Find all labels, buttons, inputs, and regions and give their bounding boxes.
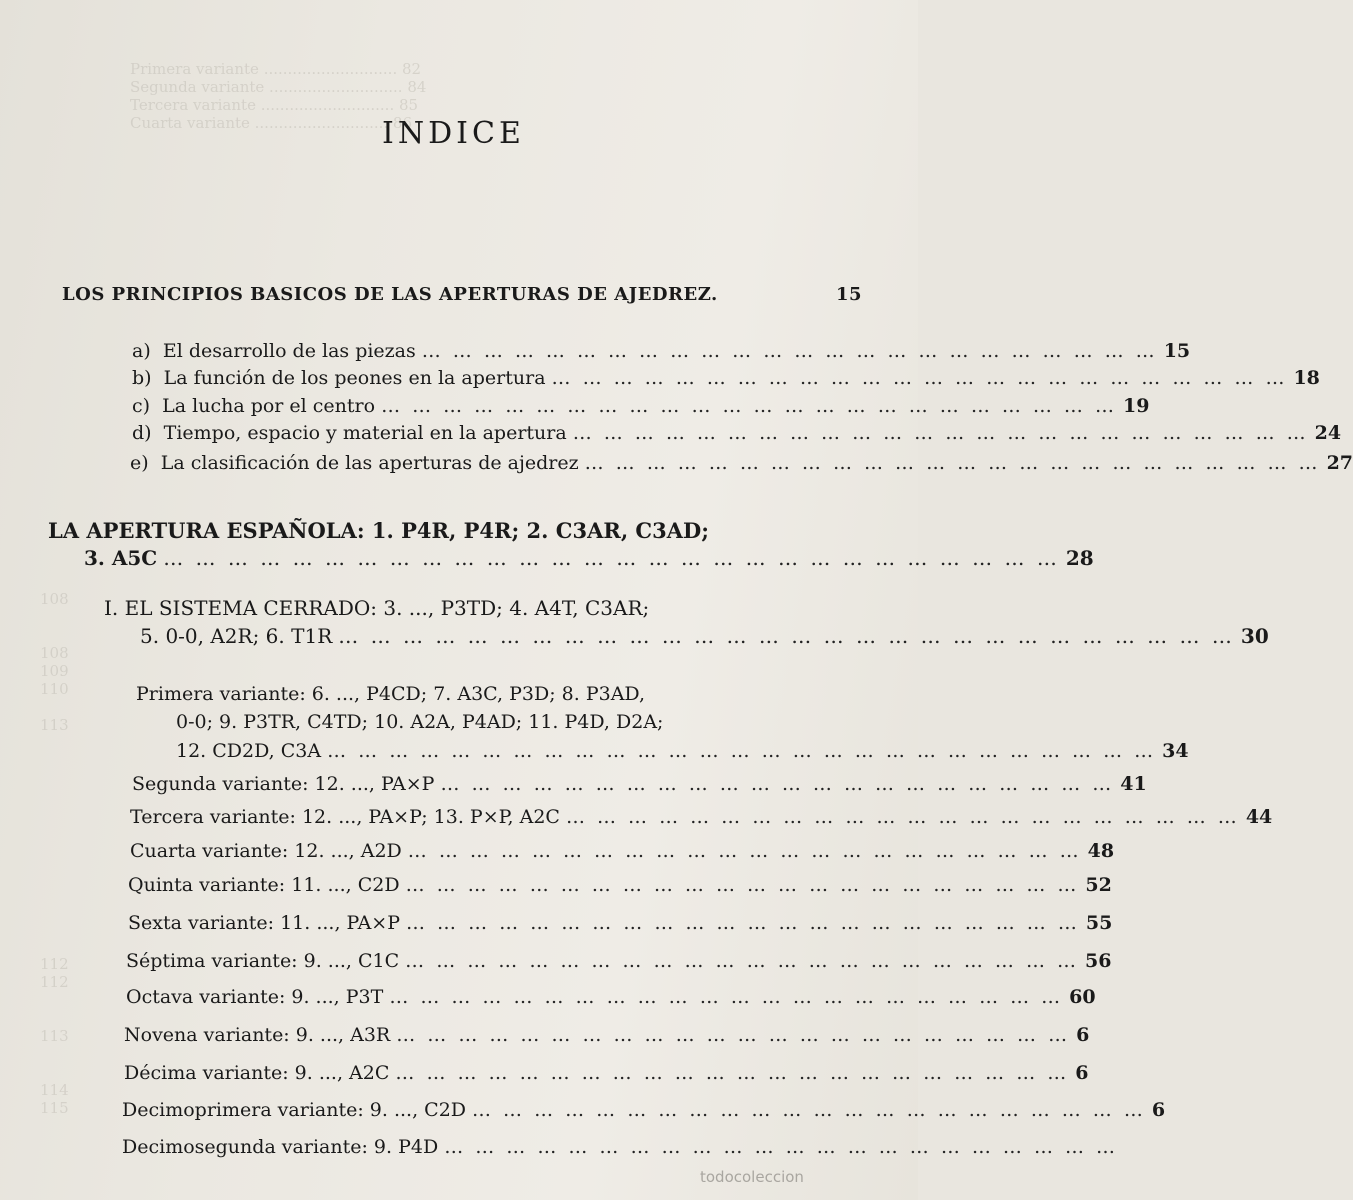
- variant-entry: [132, 773, 1147, 795]
- variant-text: Décima variante: 9. ..., A2C: [124, 1062, 390, 1084]
- variant-page: 41: [1120, 773, 1147, 795]
- variant-page: 56: [1085, 950, 1112, 972]
- section-two-page: 28: [1065, 546, 1094, 570]
- variant-entry: [122, 1136, 1119, 1158]
- variant-entry: [124, 1024, 1090, 1046]
- variant-page: 44: [1245, 806, 1273, 828]
- section-two-text: 3. A5C: [84, 546, 158, 570]
- variant-text: Novena variante: 9. ..., A3R: [124, 1024, 391, 1046]
- leader-dots: … … … … … … … … … … … … … … … … … … … … … … … …: [584, 452, 1321, 474]
- variant-entry: [130, 840, 1115, 862]
- bleed-through-text: 112 112 113 114 115: [40, 955, 69, 1117]
- section-heading-text: LOS PRINCIPIOS BASICOS DE LAS APERTURAS DE AJEDREZ.: [62, 284, 718, 305]
- subsection-text: 5. 0-0, A2R; 6. T1R: [140, 624, 333, 648]
- leader-dots: … … … … … … … … … … … … … … … … … … … … … …: [407, 840, 1082, 862]
- toc-item: [132, 367, 1320, 389]
- item-page: 15: [1163, 340, 1191, 362]
- variant-entry: [128, 912, 1113, 934]
- variant-entry: [122, 1099, 1166, 1121]
- item-letter: c): [132, 395, 151, 417]
- section-two-line-1: LA APERTURA ESPAÑOLA: 1. P4R, P4R; 2. C3AR, C3AD;: [48, 518, 710, 543]
- subsection-page: 30: [1240, 624, 1269, 648]
- variant-entry: [124, 1062, 1089, 1084]
- item-text: La función de los peones en la apertura: [163, 367, 546, 389]
- section-heading: [62, 284, 862, 305]
- variant-text: Sexta variante: 11. ..., PA×P: [128, 912, 401, 934]
- item-letter: a): [132, 340, 151, 362]
- leader-dots: … … … … … … … … … … … … … … … … … … … … … …: [565, 806, 1240, 828]
- leader-dots: … … … … … … … … … … … … … … … … … … … … … …: [405, 950, 1079, 972]
- leader-dots: … … … … … … … … … … … … … … … … … … … … … …: [389, 986, 1064, 1008]
- variant-entry: [130, 806, 1273, 828]
- page-title: INDICE: [382, 116, 525, 151]
- leader-dots: … … … … … … … … … … … … … … … … … … … … … …: [444, 1136, 1119, 1158]
- variant-text: Decimoprimera variante: 9. ..., C2D: [122, 1099, 467, 1121]
- variant-text: Séptima variante: 9. ..., C1C: [126, 950, 400, 972]
- toc-item: [132, 395, 1150, 417]
- toc-item: [130, 452, 1353, 474]
- item-page: 27: [1326, 452, 1353, 474]
- variant-text: Cuarta variante: 12. ..., A2D: [130, 840, 402, 862]
- leader-dots: … … … … … … … … … … … … … … … … … … … … … … … …: [381, 395, 1117, 417]
- toc-item: [132, 422, 1342, 444]
- leader-dots: … … … … … … … … … … … … … … … … … … … … … …: [472, 1099, 1146, 1121]
- variant-page: 6: [1075, 1062, 1089, 1084]
- leader-dots: … … … … … … … … … … … … … … … … … … … … … … … …: [421, 340, 1158, 362]
- subsection-line-1: I. EL SISTEMA CERRADO: 3. ..., P3TD; 4. A4T, C3AR;: [104, 596, 650, 620]
- primera-text: 12. CD2D, C3A: [176, 740, 322, 762]
- item-text: La lucha por el centro: [162, 395, 376, 417]
- item-page: 24: [1314, 422, 1342, 444]
- leader-dots: … … … … … … … … … … … … … … … … … … … … … … … … … … …: [327, 740, 1157, 762]
- subsection-line-2: [140, 624, 1269, 648]
- variant-text: Decimosegunda variante: 9. P4D: [122, 1136, 439, 1158]
- variant-page: 60: [1069, 986, 1096, 1008]
- variant-entry: [128, 874, 1112, 896]
- primera-line-1: Primera variante: 6. ..., P4CD; 7. A3C, P3D; 8. P3AD,: [136, 683, 646, 705]
- leader-dots: … … … … … … … … … … … … … … … … … … … … … …: [440, 773, 1115, 795]
- item-page: 19: [1122, 395, 1150, 417]
- bleed-through-text: 108 108 109 110 113: [40, 590, 69, 734]
- variant-text: Segunda variante: 12. ..., PA×P: [132, 773, 435, 795]
- leader-dots: … … … … … … … … … … … … … … … … … … … … … …: [395, 1062, 1070, 1084]
- variant-text: Tercera variante: 12. ..., PA×P; 13. P×P, A2C: [130, 806, 560, 828]
- primera-line-2: 0-0; 9. P3TR, C4TD; 10. A2A, P4AD; 11. P4D, D2A;: [176, 711, 664, 733]
- variant-entry: [126, 950, 1112, 972]
- leader-dots: … … … … … … … … … … … … … … … … … … … … … … … … … … … …: [338, 624, 1235, 648]
- variant-page: 6: [1076, 1024, 1090, 1046]
- variant-text: Quinta variante: 11. ..., C2D: [128, 874, 400, 896]
- leader-dots: … … … … … … … … … … … … … … … … … … … … … … … …: [572, 422, 1309, 444]
- variant-page: 48: [1087, 840, 1115, 862]
- toc-item: [132, 340, 1191, 362]
- bleed-through-text: Primera variante ............................ 82 Segunda variante ............................ 84 Tercera variante ............................ 85 Cuarta variante ............................ 86: [130, 60, 427, 132]
- item-letter: d): [132, 422, 152, 444]
- primera-page: 34: [1162, 740, 1189, 762]
- leader-dots: … … … … … … … … … … … … … … … … … … … … … …: [406, 912, 1080, 934]
- section-heading-page: 15: [835, 284, 862, 305]
- variant-text: Octava variante: 9. ..., P3T: [126, 986, 384, 1008]
- leader-dots: … … … … … … … … … … … … … … … … … … … … … … … … … … … …: [163, 546, 1060, 570]
- item-text: El desarrollo de las piezas: [162, 340, 416, 362]
- variant-page: 55: [1085, 912, 1113, 934]
- item-page: 18: [1293, 367, 1320, 389]
- variant-page: 52: [1085, 874, 1112, 896]
- leader-dots: … … … … … … … … … … … … … … … … … … … … … … … …: [551, 367, 1288, 389]
- leader-dots: … … … … … … … … … … … … … … … … … … … … … …: [396, 1024, 1071, 1046]
- variant-page: 6: [1151, 1099, 1166, 1121]
- item-text: La clasificación de las aperturas de ajedrez: [160, 452, 579, 474]
- item-letter: e): [130, 452, 149, 474]
- item-letter: b): [132, 367, 152, 389]
- item-text: Tiempo, espacio y material en la apertura: [163, 422, 567, 444]
- leader-dots: … … … … … … … … … … … … … … … … … … … … … …: [405, 874, 1080, 896]
- section-two-line-2: [84, 546, 1094, 570]
- watermark: todocoleccion: [700, 1168, 804, 1186]
- variant-entry: [126, 986, 1096, 1008]
- primera-line-3: [176, 740, 1189, 762]
